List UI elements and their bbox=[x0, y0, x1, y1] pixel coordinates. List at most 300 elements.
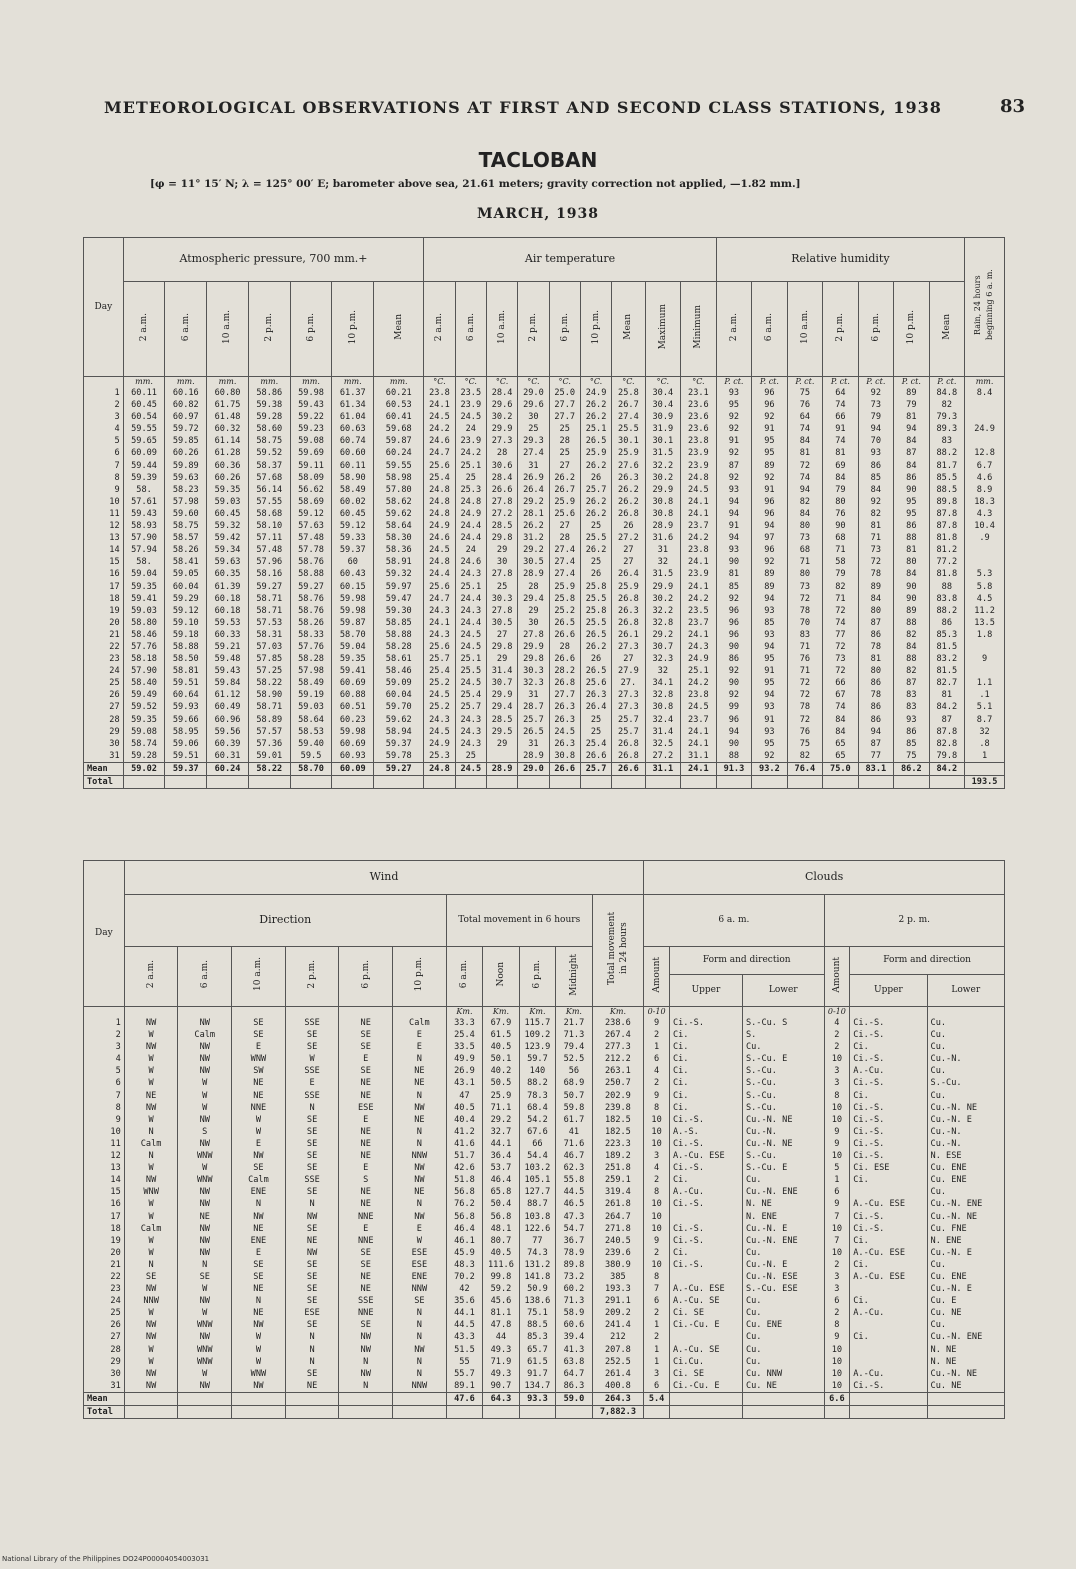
table-cell: N bbox=[309, 1344, 315, 1355]
table-cell: NW bbox=[306, 1211, 318, 1222]
table-cell: 23.8 bbox=[688, 545, 709, 556]
table-cell: 87.8 bbox=[936, 508, 958, 519]
table-cell: 91 bbox=[764, 666, 775, 677]
table-cell: 26.2 bbox=[585, 400, 607, 411]
table-cell: NW bbox=[199, 1066, 210, 1077]
table-cell: 10 bbox=[831, 1356, 843, 1367]
table-cell: NW bbox=[145, 1380, 157, 1391]
mean-cell bbox=[927, 1392, 1004, 1405]
table-cell: 27.3 bbox=[491, 436, 513, 447]
table-cell: .9 bbox=[979, 533, 990, 544]
table-cell: 263.1 bbox=[604, 1066, 631, 1077]
table-cell: 92 bbox=[728, 690, 740, 701]
table-cell: 59.35 bbox=[131, 581, 157, 592]
total-cell bbox=[742, 1406, 824, 1419]
table-cell: 31.6 bbox=[652, 533, 674, 544]
table-cell: 85 bbox=[764, 617, 775, 628]
temp-col-8: Minimum bbox=[681, 282, 717, 377]
table-cell: NE bbox=[145, 1090, 157, 1101]
table-cell: 66 bbox=[835, 412, 846, 423]
table-cell: 55.7 bbox=[454, 1368, 475, 1379]
mean-cell: 59.27 bbox=[374, 762, 424, 775]
table-cell: 23.9 bbox=[688, 569, 709, 580]
table-cell: Cu. NE bbox=[930, 1380, 962, 1391]
table-cell: 115.7 bbox=[524, 1018, 551, 1028]
mean-cell bbox=[742, 1392, 824, 1405]
table-cell: Ci. bbox=[853, 1042, 869, 1053]
table-cell: 84 bbox=[799, 508, 811, 519]
table-cell: 61.28 bbox=[214, 448, 241, 459]
table-cell: 24.2 bbox=[688, 593, 709, 604]
table-cell: SE bbox=[360, 1259, 371, 1270]
table-cell: 6 bbox=[653, 1296, 660, 1307]
table-cell: 59.08 bbox=[298, 436, 324, 447]
table-cell: SE bbox=[253, 1030, 264, 1041]
table-cell: Cu.-N. NE bbox=[745, 1114, 793, 1125]
table-cell: 86 bbox=[870, 702, 882, 713]
table-cell: NNE bbox=[357, 1211, 374, 1222]
table-cell: NW bbox=[414, 1211, 425, 1222]
table-cell: 59.98 bbox=[339, 593, 366, 604]
table-cell bbox=[853, 1356, 926, 1368]
units-cell bbox=[927, 1007, 1004, 1018]
table-cell: 36.4 bbox=[490, 1151, 512, 1162]
table-cell: S.-Cu. bbox=[745, 1078, 777, 1089]
table-cell: 24.5 bbox=[460, 412, 482, 423]
table-cell: Calm bbox=[140, 1138, 162, 1149]
table-cell: 25.6 bbox=[585, 678, 607, 689]
units-cell bbox=[393, 1007, 447, 1018]
table-cell: Ci.-S. bbox=[853, 1211, 885, 1222]
table-cell: SE bbox=[360, 1066, 371, 1077]
table-cell: 5.8 bbox=[976, 581, 993, 592]
table-cell: NW bbox=[199, 1223, 210, 1234]
table-cell: 24.8 bbox=[429, 484, 450, 495]
table-cell: 90 bbox=[728, 678, 740, 689]
mean-cell: 93.2 bbox=[752, 762, 787, 775]
table-cell: 59.34 bbox=[214, 545, 241, 556]
table-cell: Ci. bbox=[853, 1332, 869, 1343]
table-cell: Ci.-S. bbox=[853, 1126, 885, 1137]
table-cell: N bbox=[416, 1368, 422, 1379]
total-cell bbox=[483, 1406, 519, 1419]
table-cell: 75 bbox=[799, 738, 811, 749]
table-cell: 58.61 bbox=[385, 654, 412, 665]
table-cell: 30.8 bbox=[652, 496, 674, 507]
table-cell: 141.8 bbox=[524, 1271, 551, 1282]
table-cell: 12.8 bbox=[974, 448, 995, 459]
table-cell: 24.3 bbox=[688, 641, 709, 652]
table-cell: 31 bbox=[528, 690, 539, 701]
table-cell: SSE bbox=[304, 1175, 320, 1186]
table-cell: 24.5 bbox=[554, 726, 576, 737]
table-cell: 25 bbox=[465, 472, 476, 483]
table-cell: 59.08 bbox=[131, 726, 157, 737]
table-cell: 91 bbox=[764, 424, 775, 435]
table-cell: 88 bbox=[941, 581, 953, 592]
am-form-header: Form and direction bbox=[669, 947, 824, 975]
table-cell: 20 bbox=[110, 1247, 121, 1258]
table-cell bbox=[853, 1344, 926, 1356]
mean-cell: 24.1 bbox=[681, 762, 717, 775]
table-cell: A.-Cu. bbox=[672, 1187, 704, 1198]
table-cell: W bbox=[148, 1344, 154, 1355]
table-cell: 26 bbox=[590, 654, 602, 665]
direction-column bbox=[339, 1017, 393, 1392]
table-cell: 25 bbox=[109, 678, 120, 689]
total24-column bbox=[592, 1017, 644, 1392]
table-cell: NNW bbox=[411, 1284, 428, 1295]
table-cell: 25.5 bbox=[585, 617, 607, 628]
table-cell: 32.3 bbox=[523, 678, 544, 689]
table-cell: 56 bbox=[568, 1066, 580, 1077]
table-cell: Ci. bbox=[672, 1175, 689, 1186]
table-cell: 105.1 bbox=[524, 1175, 551, 1186]
table-cell: NW bbox=[360, 1344, 371, 1355]
mean-cell: 64.3 bbox=[483, 1392, 519, 1405]
table-cell: 59.27 bbox=[256, 581, 283, 592]
mean-cell: 24.5 bbox=[455, 762, 486, 775]
table-cell bbox=[487, 750, 517, 762]
table-cell: 58.71 bbox=[256, 593, 283, 604]
total-cell bbox=[669, 1406, 742, 1419]
table-cell: 58.41 bbox=[172, 557, 199, 568]
table-cell: W bbox=[202, 1308, 208, 1319]
table-cell: 96 bbox=[728, 605, 740, 616]
table-cell: Ci. bbox=[672, 1090, 689, 1101]
table-cell: 58.30 bbox=[385, 533, 412, 544]
table-cell: 25.2 bbox=[554, 605, 576, 616]
table-cell: 33.5 bbox=[454, 1042, 475, 1053]
table-cell: 59.11 bbox=[298, 460, 324, 471]
table-cell: 88 bbox=[906, 654, 917, 665]
table-cell: 28 bbox=[109, 714, 120, 725]
table-cell: 58. bbox=[136, 484, 152, 495]
table-cell: SE bbox=[306, 1187, 318, 1198]
table-cell: 10 bbox=[651, 1138, 662, 1149]
table-cell: W bbox=[148, 1211, 154, 1222]
day-header-2: Day bbox=[84, 861, 125, 1007]
table-cell: N bbox=[309, 1332, 315, 1343]
table-cell: S.-Cu. E bbox=[745, 1054, 788, 1065]
table-cell: 59.39 bbox=[131, 472, 157, 483]
table-cell: 74 bbox=[835, 400, 846, 411]
table-cell: 61.39 bbox=[214, 581, 241, 592]
table-cell: 71 bbox=[799, 666, 811, 677]
day-column-2 bbox=[84, 1017, 125, 1392]
table-cell: SE bbox=[414, 1296, 425, 1307]
table-cell: 59.62 bbox=[385, 714, 412, 725]
table-cell: 59.41 bbox=[339, 666, 366, 677]
table-cell: 27.8 bbox=[491, 496, 513, 507]
table-cell: 49.3 bbox=[490, 1344, 512, 1355]
table-cell: 99.8 bbox=[490, 1271, 512, 1282]
table-cell: 59.43 bbox=[214, 666, 241, 677]
total-cell bbox=[645, 776, 680, 789]
table-cell: 58.53 bbox=[298, 726, 324, 737]
dir-col-5: 10 p.m. bbox=[393, 947, 447, 1007]
mean-cell: 28.9 bbox=[486, 762, 517, 775]
table-cell: 87.8 bbox=[936, 521, 958, 532]
table-cell: SE bbox=[360, 1247, 371, 1258]
table-cell: 30.7 bbox=[652, 641, 674, 652]
table-cell: 74 bbox=[835, 617, 846, 628]
table-cell: 26.8 bbox=[554, 678, 576, 689]
temp-column bbox=[580, 387, 611, 762]
table-cell: Cu. ENE bbox=[930, 1175, 967, 1186]
table-cell: Ci. bbox=[672, 1078, 689, 1089]
table-cell: S. bbox=[745, 1030, 757, 1041]
table-cell: 1.1 bbox=[976, 678, 993, 689]
table-cell: 58.95 bbox=[172, 726, 199, 737]
table-cell: 58.90 bbox=[256, 690, 283, 701]
am-lower-header: Lower bbox=[742, 975, 824, 1007]
table-cell: 12 bbox=[110, 1151, 121, 1162]
table-cell: 31.4 bbox=[491, 666, 513, 677]
units-cell: P. ct. bbox=[823, 377, 858, 388]
table-cell: 24.4 bbox=[429, 569, 450, 580]
table-cell: 8.9 bbox=[976, 484, 993, 495]
table-cell: Ci.-S. bbox=[672, 1259, 704, 1270]
table-cell: 8 bbox=[653, 1187, 660, 1198]
table-cell: 68 bbox=[799, 545, 811, 556]
table-cell: Cu. bbox=[930, 1187, 947, 1198]
table-cell: 27.8 bbox=[491, 569, 513, 580]
table-cell: 59.32 bbox=[214, 521, 241, 532]
table-cell: 7 bbox=[834, 1211, 840, 1222]
table-cell: 25.3 bbox=[460, 484, 482, 495]
table-cell: 90 bbox=[728, 738, 740, 749]
table-cell bbox=[853, 1319, 926, 1331]
table-cell: 58.18 bbox=[131, 654, 157, 665]
table-cell: NE bbox=[253, 1078, 264, 1089]
hum-column bbox=[716, 387, 751, 762]
table-cell: 44 bbox=[495, 1332, 507, 1343]
table-cell: 80.7 bbox=[490, 1235, 512, 1246]
table-cell: 59.70 bbox=[385, 702, 412, 713]
temp-col-7: Maximum bbox=[645, 282, 680, 377]
table-cell: 66 bbox=[835, 678, 846, 689]
humidity-group-header: Relative humidity bbox=[716, 238, 964, 282]
table-cell: 26 bbox=[109, 690, 120, 701]
table-cell: 73 bbox=[870, 545, 882, 556]
table-cell: 60.53 bbox=[385, 400, 412, 411]
table-cell bbox=[965, 665, 1004, 677]
total-cell bbox=[339, 1406, 393, 1419]
table-cell: 64 bbox=[835, 388, 846, 398]
table-cell: NNE bbox=[357, 1235, 374, 1246]
table-cell: 58.40 bbox=[131, 678, 157, 689]
total-cell bbox=[165, 776, 207, 789]
table-cell: 59.69 bbox=[298, 448, 324, 459]
table-cell: 57.63 bbox=[298, 521, 324, 532]
mean-cell: 84.2 bbox=[929, 762, 965, 775]
table-cell: 78.9 bbox=[563, 1247, 585, 1258]
hum-column bbox=[787, 387, 822, 762]
table-cell: 2 bbox=[653, 1078, 660, 1089]
table-cell: 182.5 bbox=[604, 1126, 631, 1137]
table-cell: NE bbox=[360, 1199, 371, 1210]
table-cell: 1.8 bbox=[976, 629, 993, 640]
table-cell: Ci.-S. bbox=[672, 1114, 704, 1125]
table-cell: A.-Cu. SE bbox=[672, 1296, 720, 1307]
direction-column bbox=[124, 1017, 178, 1392]
table-cell: NW bbox=[360, 1332, 371, 1343]
table-cell: 47.8 bbox=[490, 1320, 512, 1331]
movement-column bbox=[556, 1017, 592, 1392]
mov-col-3: Midnight bbox=[556, 947, 592, 1007]
table-cell: 41.2 bbox=[454, 1126, 475, 1137]
table-cell: 90 bbox=[835, 521, 846, 532]
mean-cell: 60.24 bbox=[207, 762, 249, 775]
table-cell: 86 bbox=[870, 629, 882, 640]
table-cell: 58.69 bbox=[298, 496, 324, 507]
table-cell: 39.4 bbox=[563, 1332, 585, 1343]
table-cell: 24.9 bbox=[688, 654, 709, 665]
table-cell: 25 bbox=[590, 714, 602, 725]
table-cell: 26.2 bbox=[585, 508, 607, 519]
table-cell: 26 bbox=[110, 1320, 121, 1331]
table-cell: 68.9 bbox=[563, 1078, 585, 1089]
table-cell: 88.5 bbox=[936, 484, 958, 495]
table-cell: 94 bbox=[764, 521, 775, 532]
table-cell: 72 bbox=[799, 714, 811, 725]
table-cell: 33.3 bbox=[454, 1018, 475, 1028]
table-cell: Cu.-N. NE bbox=[930, 1211, 978, 1222]
table-cell: Cu.-N. NE bbox=[745, 1138, 793, 1149]
total-cell bbox=[486, 776, 517, 789]
table-cell: NW bbox=[414, 1175, 425, 1186]
table-cell: NW bbox=[253, 1151, 264, 1162]
table-cell: 59.12 bbox=[339, 521, 366, 532]
table-cell: 10 bbox=[831, 1151, 843, 1162]
table-cell: 28.5 bbox=[491, 714, 513, 725]
total-cell bbox=[518, 776, 549, 789]
table-cell: SE bbox=[306, 1259, 318, 1270]
table-cell: 94 bbox=[728, 508, 740, 519]
table-cell: 57.80 bbox=[385, 484, 412, 495]
table-cell: 59.72 bbox=[172, 424, 199, 435]
table-cell: 60.69 bbox=[339, 678, 366, 689]
table-cell: 24.5 bbox=[688, 484, 709, 495]
hum-col-3: 2 p.m. bbox=[823, 282, 858, 377]
table-cell: 25.4 bbox=[429, 472, 450, 483]
mean-cell bbox=[124, 1392, 178, 1405]
am-lower-column bbox=[742, 1017, 824, 1392]
table-cell: 28.9 bbox=[652, 521, 674, 532]
table-cell: 57.90 bbox=[131, 666, 157, 677]
table-cell: N. ENE bbox=[930, 1235, 962, 1246]
table-cell: 24 bbox=[465, 424, 476, 435]
table-cell: 45.6 bbox=[490, 1296, 512, 1307]
units-cell bbox=[178, 1007, 232, 1018]
table-cell: 60.15 bbox=[339, 581, 366, 592]
table-cell: 60.02 bbox=[339, 496, 366, 507]
table-cell: Ci.-S. bbox=[672, 1235, 704, 1246]
mean-cell: 59.37 bbox=[165, 762, 207, 775]
table-cell: 59.47 bbox=[385, 593, 412, 604]
table-cell: 24 bbox=[465, 545, 476, 556]
table-cell: 25.8 bbox=[585, 605, 607, 616]
table-cell: 46.4 bbox=[490, 1175, 512, 1186]
table-cell: 44.1 bbox=[490, 1138, 512, 1149]
table-cell: 60.54 bbox=[131, 412, 157, 423]
table-cell: 56.14 bbox=[256, 484, 283, 495]
table-cell: 84 bbox=[870, 484, 882, 495]
table-cell: 24.9 bbox=[429, 521, 450, 532]
table-cell: 24.6 bbox=[429, 533, 450, 544]
table-cell: NW bbox=[414, 1163, 425, 1174]
table-cell: 95 bbox=[728, 400, 740, 411]
table-cell: 56.62 bbox=[298, 484, 324, 495]
table-cell: 54.7 bbox=[563, 1223, 585, 1234]
table-cell: 193.3 bbox=[604, 1284, 631, 1295]
mean-cell: 29.0 bbox=[518, 762, 549, 775]
table-cell: 68 bbox=[835, 533, 846, 544]
table-cell: 92 bbox=[728, 593, 740, 604]
table-cell: 59.35 bbox=[339, 654, 366, 665]
table-cell: 4 bbox=[653, 1066, 660, 1077]
table-cell: 23.8 bbox=[688, 690, 709, 701]
table-cell: 27.7 bbox=[554, 690, 576, 701]
table-cell: 239.6 bbox=[604, 1247, 631, 1258]
table-cell: 59.19 bbox=[298, 690, 324, 701]
mean-label-2: Mean bbox=[84, 1392, 125, 1405]
table-cell: 28.9 bbox=[523, 750, 544, 761]
table-cell: 92 bbox=[764, 472, 775, 483]
table-cell: S.-Cu. bbox=[745, 1151, 777, 1162]
pressure-col-6: Mean bbox=[374, 282, 424, 377]
table-cell: 1 bbox=[653, 1344, 660, 1355]
table-cell: 47 bbox=[459, 1090, 470, 1101]
total-cell bbox=[644, 1406, 670, 1419]
table-cell: 10 bbox=[651, 1223, 662, 1234]
table-cell: 27 bbox=[623, 654, 634, 665]
table-cell: 2 bbox=[114, 400, 120, 411]
units-cell bbox=[84, 377, 124, 388]
table-cell: 24.6 bbox=[460, 557, 482, 568]
table-cell: NE bbox=[253, 1090, 264, 1101]
table-cell: 26.9 bbox=[523, 472, 544, 483]
table-cell: 27 bbox=[110, 1332, 121, 1343]
total-cell bbox=[556, 1406, 592, 1419]
table-cell: 27.6 bbox=[618, 460, 639, 471]
table-cell: 10 bbox=[109, 496, 120, 507]
table-cell: 31 bbox=[528, 738, 539, 749]
table-cell: N bbox=[148, 1126, 154, 1137]
table-cell: Ci.-S. bbox=[853, 1380, 885, 1391]
table-cell: Cu. ENE bbox=[745, 1320, 783, 1331]
table-cell: 85.3 bbox=[936, 629, 958, 640]
table-cell: 5 bbox=[115, 1066, 121, 1077]
table-cell: Cu. bbox=[930, 1018, 947, 1028]
table-cell: 26.8 bbox=[618, 593, 639, 604]
table-cell: Ci. bbox=[672, 1066, 689, 1077]
table-cell: 59.43 bbox=[298, 400, 324, 411]
table-cell: 60.31 bbox=[214, 750, 241, 761]
table-cell: 91 bbox=[764, 484, 775, 495]
pressure-col-1: 6 a.m. bbox=[165, 282, 207, 377]
table-cell: 60.26 bbox=[172, 448, 199, 459]
table-cell: 41.6 bbox=[454, 1138, 475, 1149]
table-cell: Cu. bbox=[745, 1356, 762, 1367]
table-cell: 25.7 bbox=[585, 484, 607, 495]
table-cell: 24.9 bbox=[974, 424, 995, 435]
table-cell: 59.85 bbox=[172, 436, 199, 447]
table-cell: 48.3 bbox=[454, 1259, 475, 1270]
table-cell: 26 bbox=[623, 521, 634, 532]
mov-col-0: 6 a.m. bbox=[446, 947, 482, 1007]
